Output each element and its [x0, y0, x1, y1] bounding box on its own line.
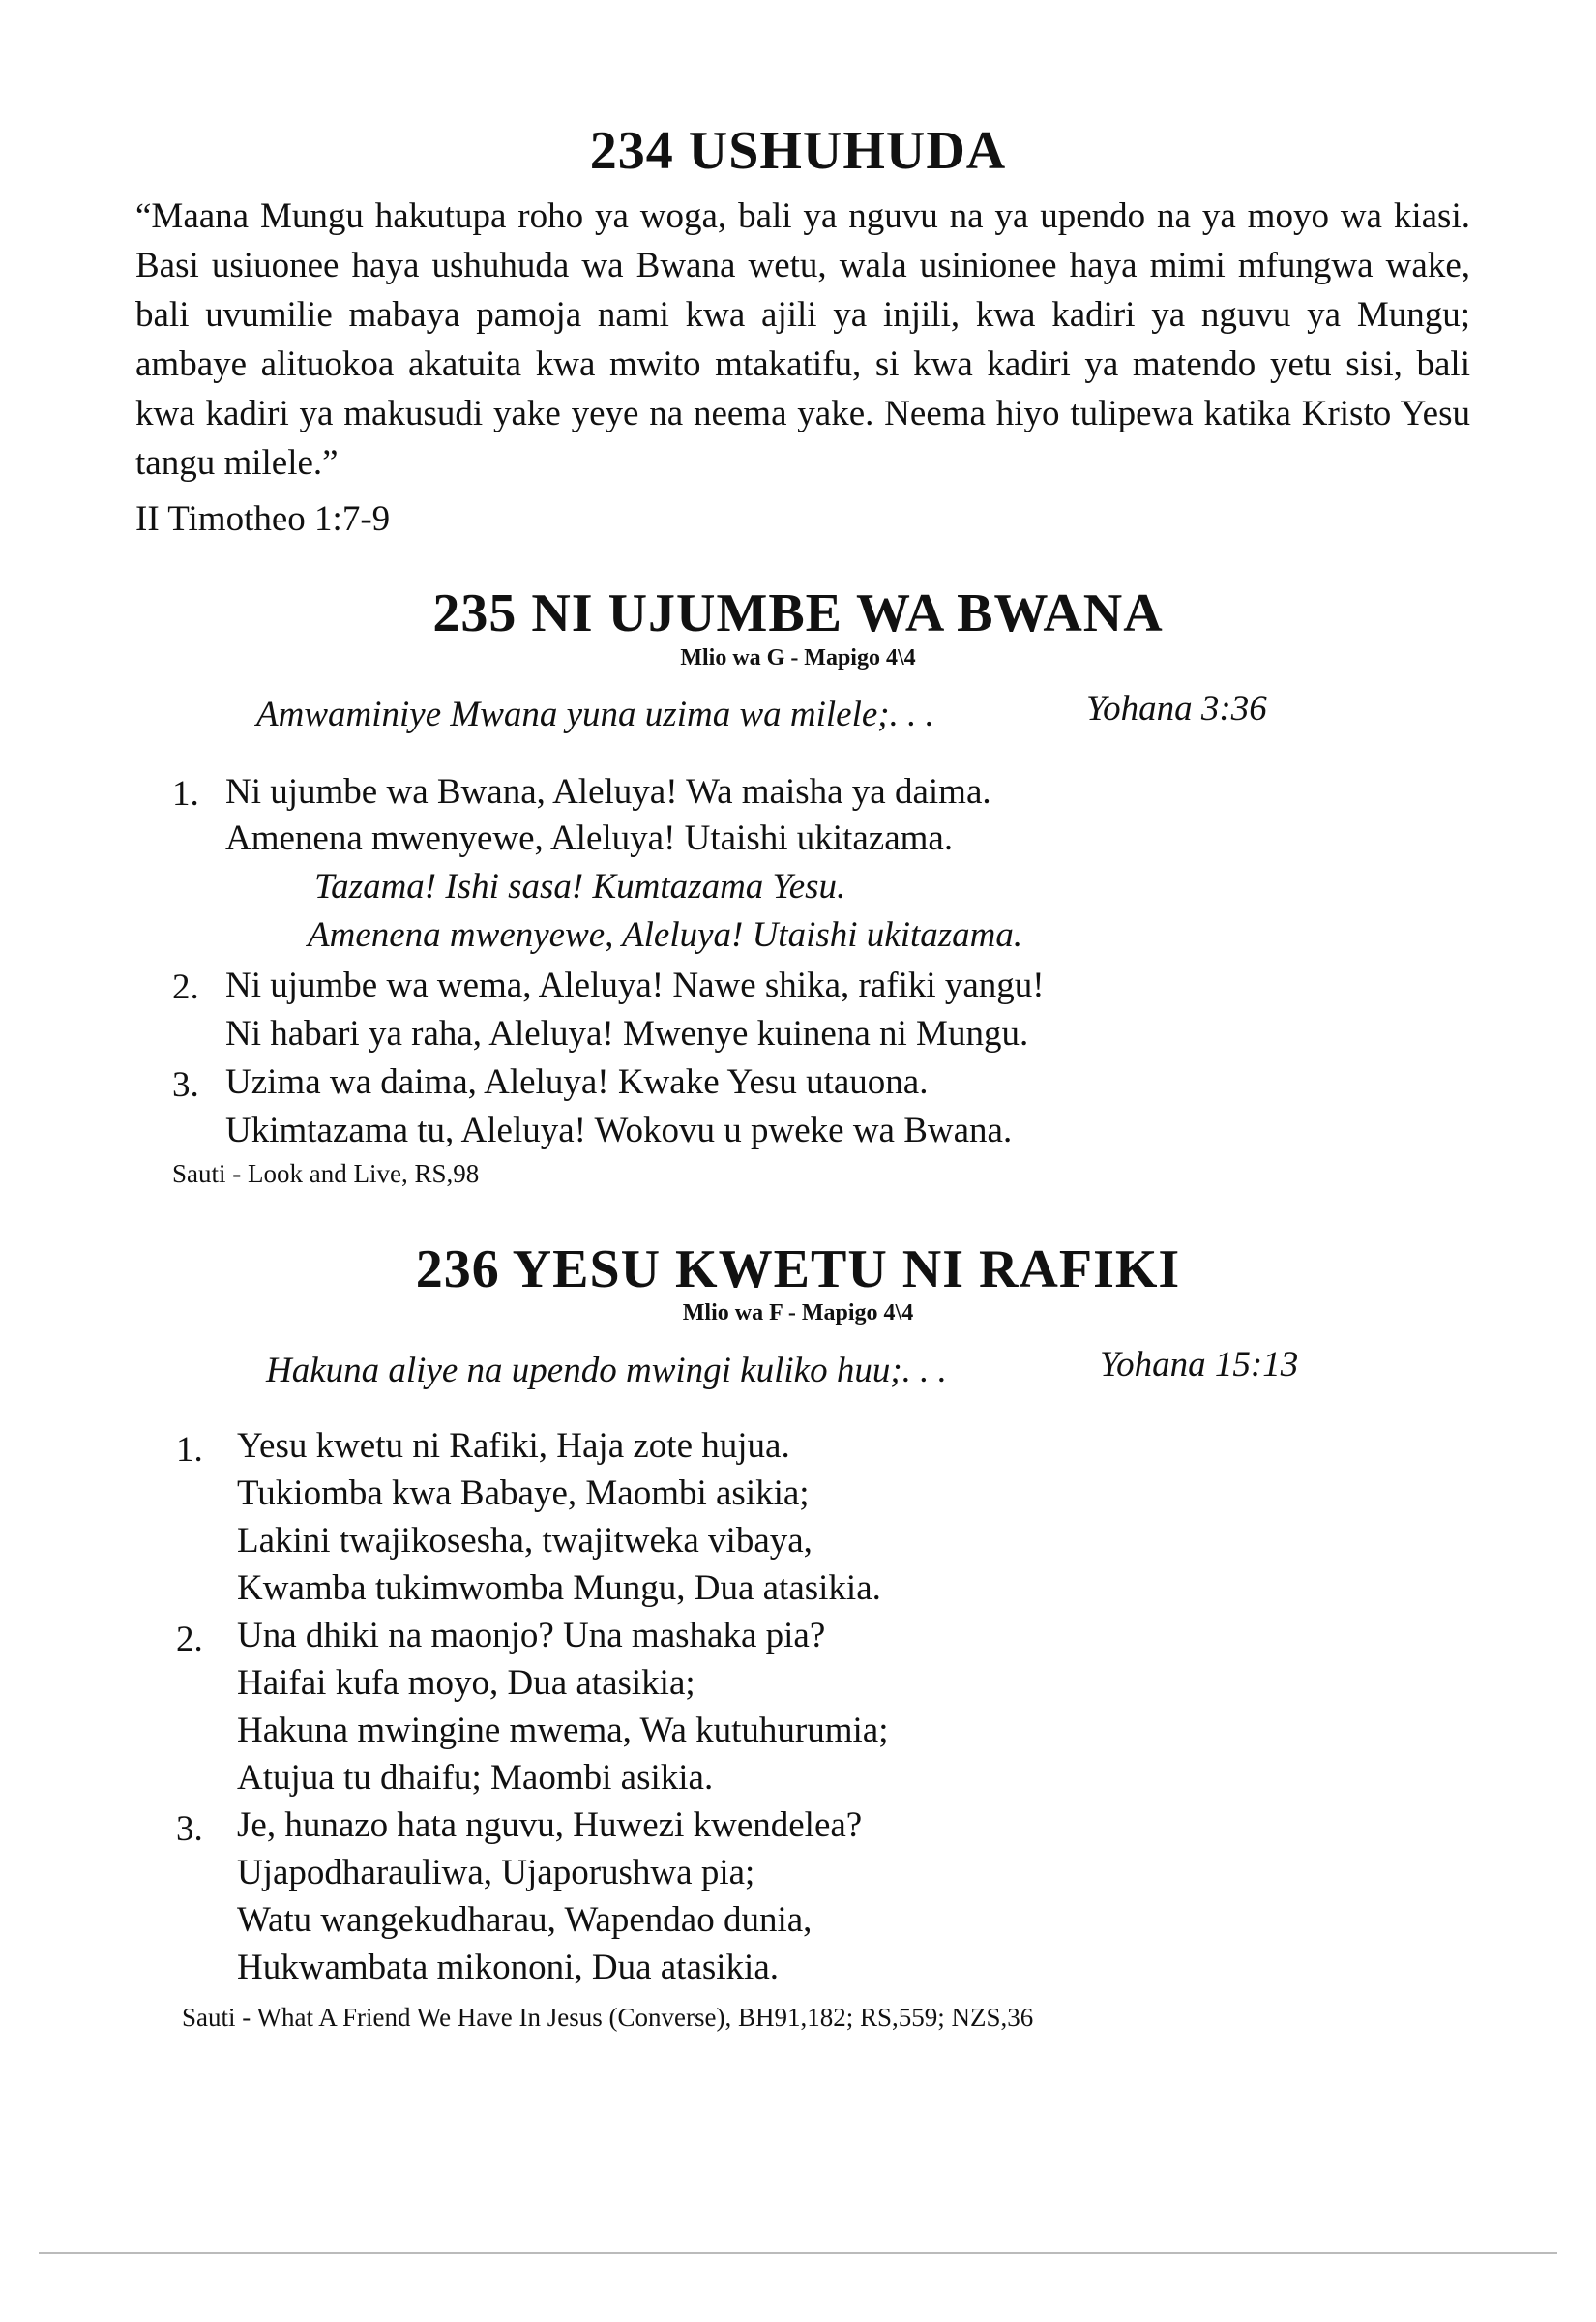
hymn-234-reference: II Timotheo 1:7-9	[135, 499, 391, 539]
scan-edge-rule	[39, 2252, 1557, 2254]
verse-line: Amenena mwenyewe, Aleluya! Utaishi ukitazama.	[225, 819, 954, 858]
verse-number: 2.	[176, 1620, 203, 1659]
verse-line: Haifai kufa moyo, Dua atasikia;	[237, 1663, 695, 1703]
hymn-234-title: 234 USHUHUDA	[589, 121, 1007, 181]
hymn-235-tune: Sauti - Look and Live, RS,98	[172, 1159, 480, 1188]
verse-number: 2.	[172, 968, 199, 1007]
hymn-235-epigraph-source: Yohana 3:36	[1086, 689, 1267, 729]
chorus-line: Tazama! Ishi sasa! Kumtazama Yesu.	[314, 867, 846, 907]
verse-line: Hukwambata mikononi, Dua atasikia.	[237, 1948, 780, 1987]
hymn-235-epigraph-text: Amwaminiye Mwana yuna uzima wa milele;. . .	[256, 695, 934, 734]
hymn-236-title: 236 YESU KWETU NI RAFIKI	[415, 1239, 1181, 1299]
verse-number: 3.	[176, 1809, 203, 1849]
hymn-236-tune: Sauti - What A Friend We Have In Jesus (Converse), BH91,182; RS,559; NZS,36	[182, 2003, 1034, 2032]
verse-line: Yesu kwetu ni Rafiki, Haja zote hujua.	[237, 1426, 790, 1466]
hymn-234-scripture: “Maana Mungu hakutupa roho ya woga, bali ya nguvu na ya upendo na ya moyo wa kiasi. Basi usiuonee haya ushuhuda wa Bwana wetu, wala usinionee haya mimi mfungwa wake, bali uvumilie mabaya pamoja nami kwa ajili ya injili, kwa kadiri ya nguvu ya Mungu; ambaye alituokoa akatuita kwa mwito mtakatifu, si kwa kadiri ya matendo yetu sisi, bali kwa kadiri ya makusudi yake yeye na neema yake. Neema hiyo tulipewa katika Kristo Yesu tangu milele.”	[135, 196, 1470, 483]
verse-line: Ni ujumbe wa Bwana, Aleluya! Wa maisha ya daima.	[225, 772, 991, 812]
verse-line: Watu wangekudharau, Wapendao dunia,	[237, 1900, 813, 1940]
chorus-line: Amenena mwenyewe, Aleluya! Utaishi ukitazama.	[308, 915, 1023, 955]
verse-line: Tukiomba kwa Babaye, Maombi asikia;	[237, 1474, 810, 1513]
hymn-236-epigraph-text: Hakuna aliye na upendo mwingi kuliko huu;. . .	[266, 1351, 947, 1390]
verse-number: 1.	[176, 1430, 203, 1470]
verse-number: 1.	[172, 774, 199, 814]
verse-line: Ni habari ya raha, Aleluya! Mwenye kuinena ni Mungu.	[225, 1014, 1029, 1054]
verse-line: Kwamba tukimwomba Mungu, Dua atasikia.	[237, 1568, 881, 1608]
verse-line: Je, hunazo hata nguvu, Huwezi kwendelea?	[237, 1805, 863, 1845]
hymn-236-epigraph-source: Yohana 15:13	[1100, 1345, 1299, 1384]
hymn-235-key: Mlio wa G - Mapigo 4\4	[680, 645, 916, 670]
verse-line: Una dhiki na maonjo? Una mashaka pia?	[237, 1616, 826, 1655]
verse-number: 3.	[172, 1065, 199, 1105]
verse-line: Uzima wa daima, Aleluya! Kwake Yesu utauona.	[225, 1062, 929, 1102]
hymn-236-epigraph	[266, 1345, 1299, 1390]
verse-line: Atujua tu dhaifu; Maombi asikia.	[237, 1758, 714, 1798]
verse-line: Hakuna mwingine mwema, Wa kutuhurumia;	[237, 1711, 889, 1750]
verse-line: Ni ujumbe wa wema, Aleluya! Nawe shika, rafiki yangu!	[225, 966, 1045, 1005]
hymn-235-title: 235 NI UJUMBE WA BWANA	[432, 583, 1164, 643]
verse-line: Ujapodharauliwa, Ujaporushwa pia;	[237, 1853, 755, 1892]
verse-line: Ukimtazama tu, Aleluya! Wokovu u pweke wa Bwana.	[225, 1111, 1013, 1150]
hymn-236-key: Mlio wa F - Mapigo 4\4	[682, 1300, 914, 1325]
verse-line: Lakini twajikosesha, twajitweka vibaya,	[237, 1521, 813, 1561]
hymn-235-epigraph	[256, 689, 1267, 734]
